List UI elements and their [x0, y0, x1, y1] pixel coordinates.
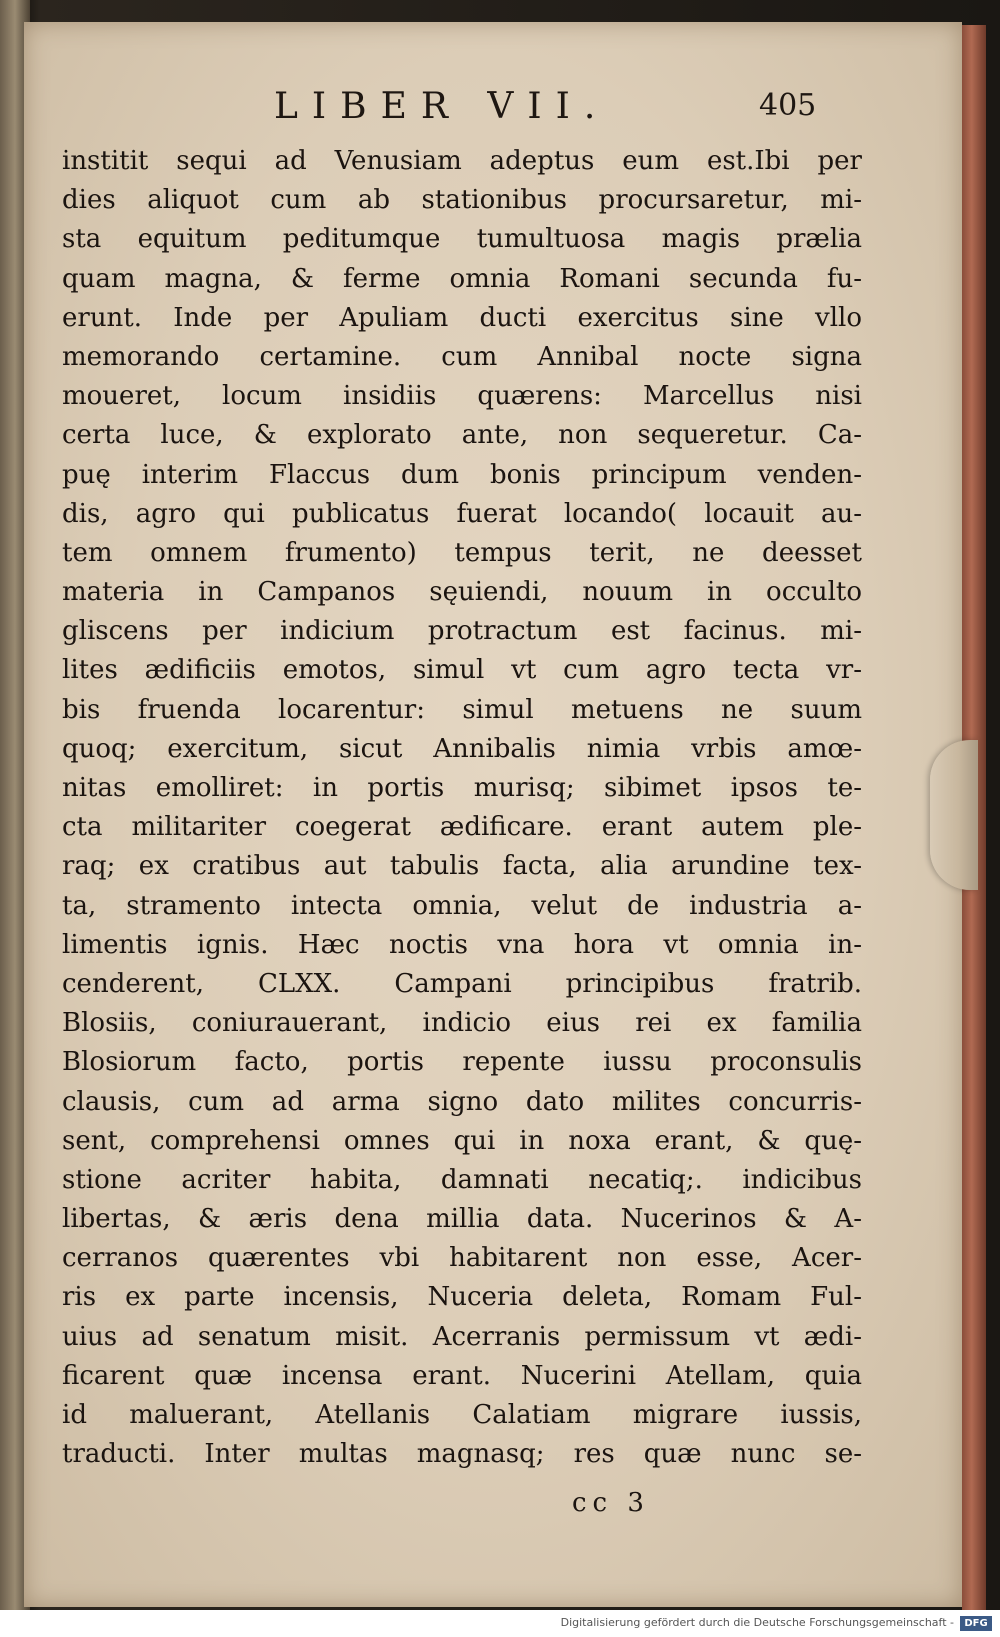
text-line: ta, stramento intecta omnia, velut de industria a- [62, 890, 862, 921]
text-line: moueret, locum insidiis quærens: Marcellus nisi [62, 381, 862, 412]
running-title: LIBER VII. [274, 86, 610, 127]
text-line: libertas, & æris dena millia data. Nucerinos & A- [62, 1204, 862, 1235]
text-line: raq; ex cratibus aut tabulis facta, alia arundine tex- [62, 851, 862, 882]
text-line: bis fruenda locarentur: simul metuens ne suum [62, 694, 862, 725]
text-line: nitas emolliret: in portis murisq; sibimet ipsos te- [62, 773, 862, 803]
text-line: cenderent, CLXX. Campani principibus fratrib. [62, 968, 862, 999]
page-header [124, 86, 904, 136]
book-page [24, 22, 962, 1607]
text-line: sta equitum peditumque tumultuosa magis prælia [62, 224, 862, 255]
text-line: clausis, cum ad arma signo dato milites concurris- [62, 1086, 862, 1117]
text-line: ficarent quæ incensa erant. Nucerini Atellam, quia [62, 1360, 862, 1391]
page-number: 405 [759, 88, 817, 123]
text-line: Blosiis, coniurauerant, indicio eius rei ex familia [62, 1008, 862, 1039]
text-line: cta militariter coegerat ædificare. erant autem ple- [62, 812, 862, 843]
text-line: erunt. Inde per Apuliam ducti exercitus sine vllo [62, 302, 862, 333]
text-line: puę interim Flaccus dum bonis principum venden- [62, 459, 862, 490]
dfg-logo: DFG [960, 1616, 992, 1631]
text-line: id maluerant, Atellanis Calatiam migrare iussis, [62, 1400, 862, 1430]
text-line: uius ad senatum misit. Acerranis permissum vt ædi- [62, 1321, 862, 1352]
text-line: lites ædificiis emotos, simul vt cum agro tecta vr- [62, 655, 862, 686]
text-line: materia in Campanos sęuiendi, nouum in occulto [62, 577, 862, 608]
text-line: memorando certamine. cum Annibal nocte signa [62, 341, 862, 372]
text-line: limentis ignis. Hæc noctis vna hora vt omnia in- [62, 929, 862, 960]
text-line: certa luce, & explorato ante, non sequeretur. Ca- [62, 420, 862, 451]
printer-signature: cc 3 [572, 1488, 650, 1518]
footer-bar [0, 1610, 1000, 1637]
body-text [62, 142, 862, 1474]
text-line: quoq; exercitum, sicut Annibalis nimia vrbis amœ- [62, 733, 862, 764]
text-line: cerranos quærentes vbi habitarent non esse, Acer- [62, 1243, 862, 1274]
page-tab-marker [930, 740, 978, 890]
text-line: ris ex parte incensis, Nuceria deleta, Romam Ful- [62, 1282, 862, 1313]
text-line: gliscens per indicium protractum est facinus. mi- [62, 616, 862, 647]
text-line: dis, agro qui publicatus fuerat locando( locauit au- [62, 498, 862, 529]
text-line: dies aliquot cum ab stationibus procursaretur, mi- [62, 185, 862, 216]
text-line: institit sequi ad Venusiam adeptus eum est.Ibi per [62, 146, 862, 176]
funding-notice: Digitalisierung gefördert durch die Deutsche Forschungsgemeinschaft - [560, 1616, 954, 1629]
text-line: tem omnem frumento) tempus terit, ne deesset [62, 537, 862, 568]
text-line: Blosiorum facto, portis repente iussu proconsulis [62, 1047, 862, 1078]
text-line: traducti. Inter multas magnasq; res quæ nunc se- [62, 1439, 862, 1470]
text-line: sent, comprehensi omnes qui in noxa erant, & quę- [62, 1125, 862, 1156]
text-line: stione acriter habita, damnati necatiq;. indicibus [62, 1164, 862, 1195]
text-line: quam magna, & ferme omnia Romani secunda fu- [62, 263, 862, 294]
